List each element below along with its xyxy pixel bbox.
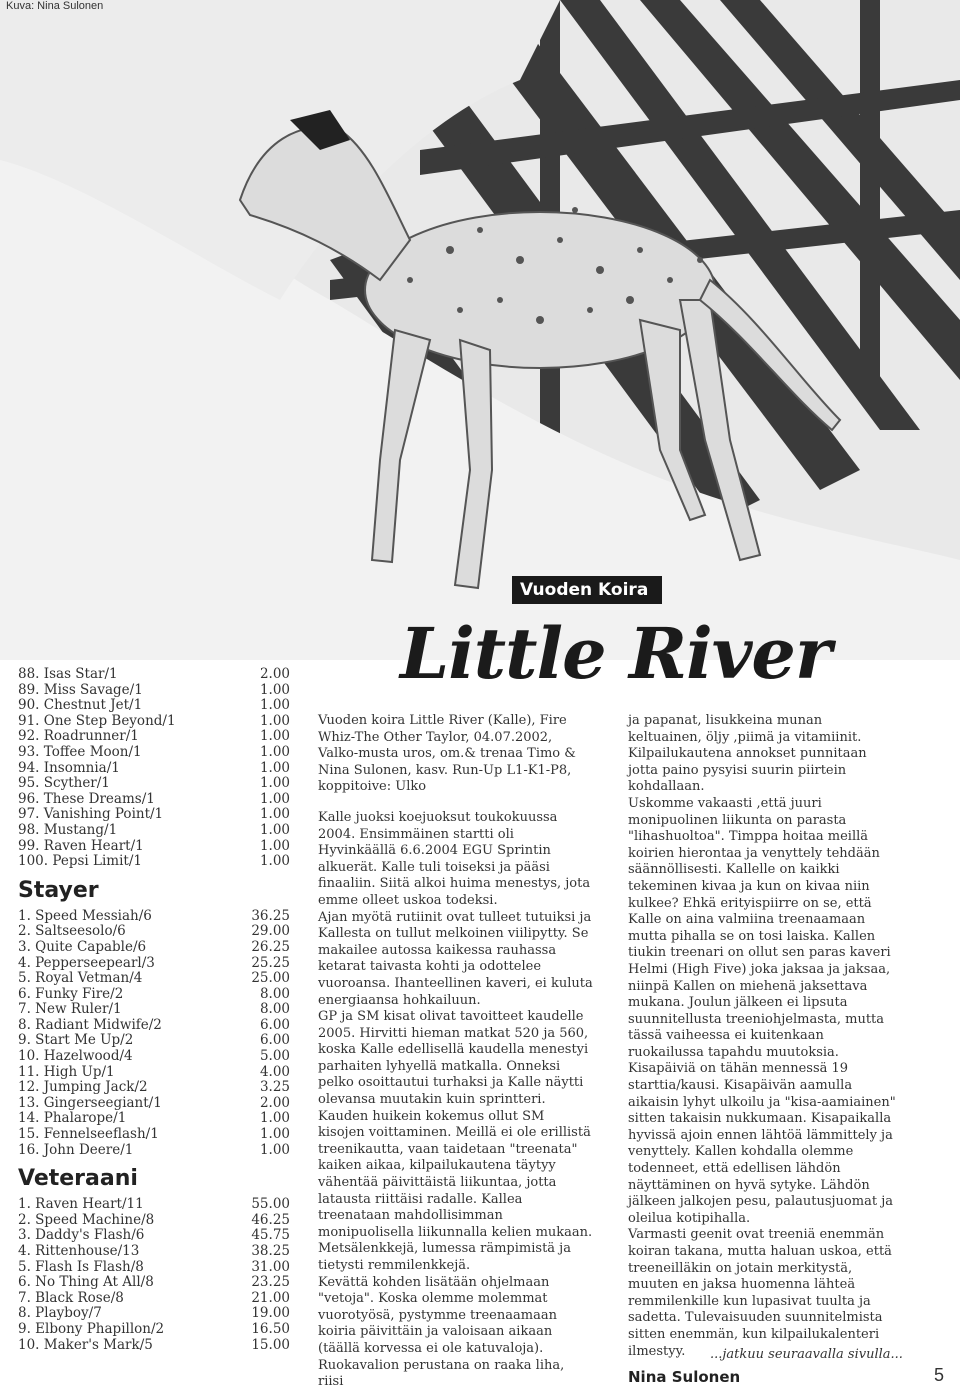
dog-name: 2. Speed Machine/8: [18, 1211, 155, 1228]
dog-name: 8. Playboy/7: [18, 1305, 102, 1322]
results-list-stayer: [18, 909, 290, 1159]
points: 55.00: [251, 1196, 290, 1213]
headline: Little River: [400, 612, 831, 695]
points: 38.25: [251, 1243, 290, 1259]
results-list-veteraani: [18, 1197, 290, 1353]
dog-name: 12. Jumping Jack/2: [18, 1079, 148, 1096]
points: 29.00: [251, 923, 290, 940]
result-row: [18, 1213, 290, 1229]
points: 25.25: [251, 954, 290, 971]
result-row: [18, 971, 290, 987]
points: 6.00: [259, 1016, 290, 1033]
dog-name: 1. Raven Heart/11: [18, 1196, 144, 1213]
result-row: [18, 924, 290, 940]
result-row: [18, 1080, 290, 1096]
result-row: [18, 1306, 290, 1322]
dog-name: 14. Phalarope/1: [18, 1110, 127, 1127]
points: 36.25: [251, 907, 290, 924]
result-row: [18, 1111, 290, 1127]
result-row: [18, 1244, 290, 1260]
article-paragraph: Uskomme vakaasti ,että juuri monipuolinen liikunta on parasta "lihashuoltoa". Timppa hoitaa meillä koirien hierontaa ja venyttely tehdään säännöllisesti. Kallelle on kaikki tekeminen kivaa ja kun on kivaa niin kulkee? Ehkä erityispiirre on se, että Kalle on aina valmiina treenaamaan mutta pihalla se on tosi laiska. Kallen tiukin treenari on ollut sen paras kaveri Helmi (High Five) joka jaksaa ja jaksaa, niinpä Kallen on miehenä jaksettava mukana. Joulun jälkeen ei lipsuta suunnitellusta treeniohjelmasta, mutta tässä vaiheessa ei kuitenkaan ruokailussa tapahdu muutoksia.: [628, 795, 891, 1060]
dog-name: 1. Speed Messiah/6: [18, 907, 152, 924]
dog-name: 15. Fennelseeflash/1: [18, 1126, 159, 1143]
dog-name: 91. One Step Beyond/1: [18, 712, 176, 729]
points: 1.00: [259, 681, 290, 698]
continued-note: ...jatkuu seuraavalla sivulla...: [710, 1347, 903, 1362]
dog-name: 10. Maker's Mark/5: [18, 1336, 153, 1353]
result-row: [18, 987, 290, 1003]
article-paragraph: Varmasti geenit ovat treeniä enemmän koiran takana, mutta haluan uskoa, että treeneilläkin on jotain merkitystä, muuten en jaksa huomenna lähteä remmilenkille kun lupasivat tuulta ja sadetta. Tulevaisuuden suunnitelmista sitten enemmän, kun kilpailukalenteri ilmestyy.: [628, 1227, 892, 1359]
points: 1.00: [259, 697, 290, 714]
result-row: [18, 776, 290, 792]
result-row: [18, 683, 290, 699]
points: 16.50: [251, 1320, 290, 1337]
points: 1.00: [259, 712, 290, 729]
result-row: [18, 956, 290, 972]
points: 15.00: [251, 1336, 290, 1353]
stayer-heading: Stayer: [18, 877, 99, 903]
dog-name: 90. Chestnut Jet/1: [18, 697, 143, 714]
points: 1.00: [259, 775, 290, 792]
dog-name: 100. Pepsi Limit/1: [18, 853, 142, 870]
result-row: [18, 1275, 290, 1291]
result-row: [18, 1018, 290, 1034]
dog-name: 94. Insomnia/1: [18, 759, 120, 776]
result-row: [18, 1197, 290, 1213]
result-row: [18, 1033, 290, 1049]
points: 1.00: [259, 821, 290, 838]
result-row: [18, 1096, 290, 1112]
dog-name: 3. Daddy's Flash/6: [18, 1227, 145, 1244]
result-row: [18, 1143, 290, 1159]
dog-name: 16. John Deere/1: [18, 1141, 134, 1158]
points: 1.00: [259, 1110, 290, 1127]
result-row: [18, 1049, 290, 1065]
points: 2.00: [259, 666, 290, 682]
points: 2.00: [259, 1094, 290, 1111]
points: 1.00: [259, 1126, 290, 1143]
result-row: [18, 1065, 290, 1081]
dog-name: 99. Raven Heart/1: [18, 837, 144, 854]
dog-name: 98. Mustang/1: [18, 821, 118, 838]
result-row: [18, 1002, 290, 1018]
points: 6.00: [259, 1032, 290, 1049]
points: 1.00: [259, 743, 290, 760]
dog-name: 4. Rittenhouse/13: [18, 1243, 140, 1259]
article-paragraph: Kevättä kohden lisätään ohjelmaan "vetoja". Koska olemme molemmat vuorotyösä, pystymme treenaamaan koiria päivittäin ja valoisaan aikaan (täällä korvessa ei ole katuvaloja).: [318, 1274, 557, 1356]
dog-name: 2. Saltseesolo/6: [18, 923, 126, 940]
result-row: [18, 667, 290, 683]
section-tag: Vuoden Koira: [512, 576, 662, 604]
result-row: [18, 940, 290, 956]
points: 31.00: [251, 1258, 290, 1275]
result-row: [18, 729, 290, 745]
photo-credit: Kuva: Nina Sulonen: [6, 0, 104, 12]
points: 3.25: [259, 1079, 290, 1096]
points: 21.00: [251, 1289, 290, 1306]
result-row: [18, 714, 290, 730]
page-number: 5: [934, 1365, 945, 1385]
result-row: [18, 807, 290, 823]
dog-name: 7. Black Rose/8: [18, 1289, 124, 1306]
paragraph-gap: [318, 796, 593, 810]
result-row: [18, 1260, 290, 1276]
points: 1.00: [259, 1141, 290, 1158]
article-paragraph: Kisapäiviä on tähän mennessä 19 starttia/kausi. Kisapäivän aamulla aikaisin lyhyt ulkoilu ja "kisa-aamiainen" sitten takaisin nukkumaan. Kisapaikalla hyvissä ajoin ennen lähtöä lämmittely ja venyttely. Kallen kohdalla olemme todenneet, että edellisen lähdön näyttäminen on hyvä sytyke. Lähdön jälkeen jalkojen pesu, palautusjuomat ja oleilua kotipihalla.: [628, 1061, 896, 1226]
results-column: [18, 667, 290, 1353]
result-row: [18, 1338, 290, 1354]
result-row: [18, 745, 290, 761]
article-column-2: [628, 713, 900, 1386]
article-paragraph: ja papanat, lisukkeina munan keltuainen, öljy ,piimä ja vitamiinit. Kilpailukautena annokset punnitaan jotta paino pysyisi suurin piirtein kohdallaan.: [628, 713, 867, 795]
points: 4.00: [259, 1063, 290, 1080]
result-row: [18, 823, 290, 839]
dog-name: 95. Scyther/1: [18, 775, 110, 792]
author-signature: Nina Sulonen: [628, 1368, 741, 1387]
points: 1.00: [259, 759, 290, 776]
dog-name: 5. Flash Is Flash/8: [18, 1258, 144, 1275]
dog-name: 4. Pepperseepearl/3: [18, 954, 155, 971]
veteraani-heading: Veteraani: [18, 1166, 138, 1192]
points: 5.00: [259, 1048, 290, 1065]
dog-name: 88. Isas Star/1: [18, 666, 118, 682]
article-paragraph: GP ja SM kisat olivat tavoitteet kaudelle 2005. Hirvitti hieman matkat 520 ja 560, koska Kalle edellisellä kaudella menestyi parhaiten lyhyellä matkalla. Onneksi pelko osoittautui turhaksi ja Kalle näytti olevansa muutakin kuin sprintteri. Kauden huikein kokemus ollut SM kisojen voittaminen. Meillä ei ole erillistä treenikautta, vaan taidetaan "treenata" kaiken aikaa, kilpailukautena täytyy vähentää päivittäistä liikuntaa, jotta latausta riittäisi radalle. Kallea treenataan mahdollisimman monipuolisella liikunnalla kelien mukaan. Metsälenkkejä, lumessa rämpimistä ja tietysti remmilenkkejä.: [318, 1009, 593, 1273]
dog-name: 93. Toffee Moon/1: [18, 743, 142, 760]
points: 1.00: [259, 837, 290, 854]
result-row: [18, 1322, 290, 1338]
result-row: [18, 1291, 290, 1307]
dog-name: 96. These Dreams/1: [18, 790, 155, 807]
result-row: [18, 854, 290, 870]
result-row: [18, 1127, 290, 1143]
result-row: [18, 909, 290, 925]
dog-name: 9. Start Me Up/2: [18, 1032, 134, 1049]
dog-name: 11. High Up/1: [18, 1063, 115, 1080]
dog-name: 89. Miss Savage/1: [18, 681, 143, 698]
result-row: [18, 698, 290, 714]
dog-name: 6. No Thing At All/8: [18, 1274, 154, 1291]
dog-name: 97. Vanishing Point/1: [18, 806, 164, 823]
points: 8.00: [259, 985, 290, 1002]
points: 26.25: [251, 938, 290, 955]
points: 23.25: [251, 1274, 290, 1291]
points: 46.25: [251, 1211, 290, 1228]
dog-name: 8. Radiant Midwife/2: [18, 1016, 162, 1033]
dog-name: 7. New Ruler/1: [18, 1001, 122, 1018]
points: 25.00: [251, 970, 290, 987]
dog-name: 5. Royal Vetman/4: [18, 970, 143, 987]
result-row: [18, 792, 290, 808]
dog-name: 10. Hazelwood/4: [18, 1048, 133, 1065]
result-row: [18, 839, 290, 855]
points: 1.00: [259, 790, 290, 807]
article-paragraph: Vuoden koira Little River (Kalle), Fire Whiz-The Other Taylor, 04.07.2002, Valko-musta uros, om.& trenaa Timo & Nina Sulonen, kasv. Run-Up L1-K1-P8, koppitoive: Ulko: [318, 713, 576, 795]
dog-name: 6. Funky Fire/2: [18, 985, 124, 1002]
points: 1.00: [259, 728, 290, 745]
article-paragraph: Ajan myötä rutiinit ovat tulleet tutuiksi ja Kallesta on tullut melkoinen viilipytty. Se makailee autossa kaikessa rauhassa ketarat taivasta kohti ja odottelee vuoroansa. Ihanteellinen kaveri, ei kuluta energiaansa hohkailuun.: [318, 909, 593, 1008]
dog-photo: [0, 0, 960, 660]
points: 19.00: [251, 1305, 290, 1322]
article-column-1: [318, 713, 593, 1391]
dog-name: 9. Elbony Phapillon/2: [18, 1320, 165, 1337]
article-paragraph: Ruokavalion perustana on raaka liha, riisi: [318, 1357, 565, 1390]
dog-name: 3. Quite Capable/6: [18, 938, 147, 955]
article-paragraph: Kalle juoksi koejuoksut toukokuussa 2004. Ensimmäinen startti oli Hyvinkäällä 6.6.2004 EGU Sprintin alkuerät. Kalle tuli toiseksi ja pääsi finaaliin. Siitä alkoi huima menestys, jota emme olleet uskoa todeksi.: [318, 809, 591, 908]
points: 45.75: [251, 1227, 290, 1244]
points: 1.00: [259, 806, 290, 823]
dog-name: 13. Gingerseegiant/1: [18, 1094, 162, 1111]
points: 1.00: [259, 853, 290, 870]
dog-name: 92. Roadrunner/1: [18, 728, 139, 745]
points: 8.00: [259, 1001, 290, 1018]
result-row: [18, 1228, 290, 1244]
result-row: [18, 761, 290, 777]
results-list-sprint: [18, 667, 290, 870]
